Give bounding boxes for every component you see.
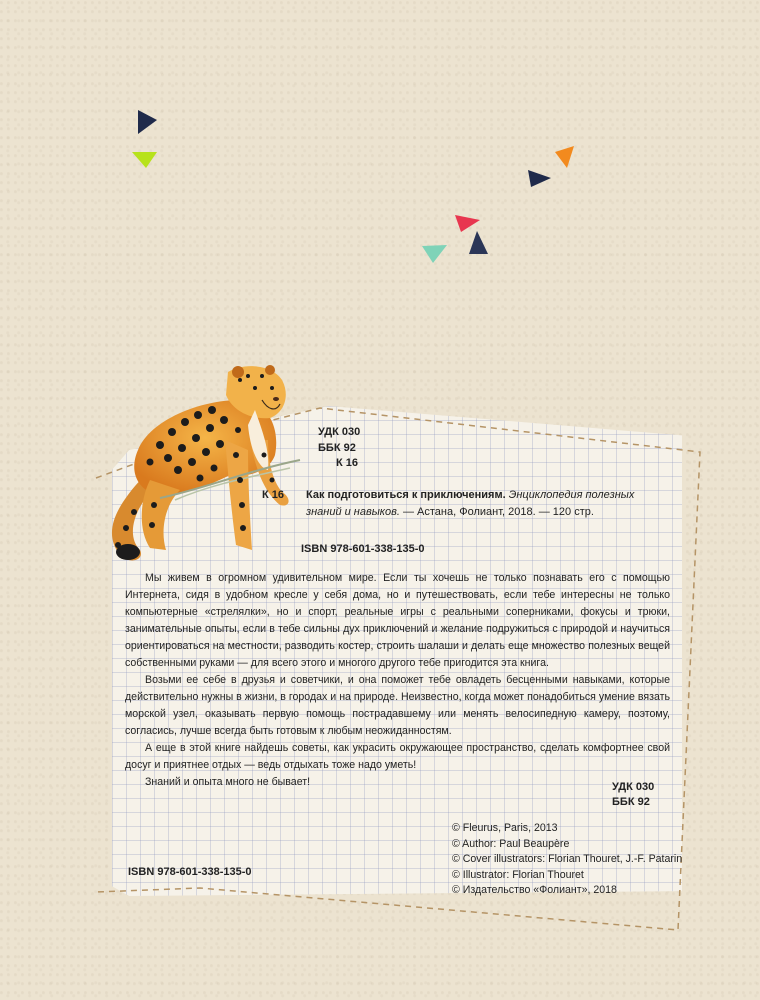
bbk-code: ББК 92: [318, 442, 356, 454]
copyright-line: © Cover illustrators: Florian Thouret, J.-F. Patarin: [452, 853, 683, 865]
author-mark: К 16: [336, 457, 359, 469]
footer-udk: УДК 030: [612, 781, 655, 793]
udk-code: УДК 030: [318, 426, 361, 438]
book-imprint: — Астана, Фолиант, 2018. — 120 стр.: [402, 505, 594, 518]
bibliographic-entry: [306, 487, 670, 520]
book-title: Как подготовиться к приключениям.: [306, 489, 506, 501]
isbn-bottom: ISBN 978-601-338-135-0: [128, 866, 252, 878]
copyright-line: © Издательство «Фолиант», 2018: [452, 884, 617, 896]
paragraph-4: Знаний и опыта много не бывает!: [145, 776, 311, 788]
paragraph-3: А еще в этой книге найдешь советы, как украсить окружающее пространство, сделать комфортнее свой досуг и приятнее отдых — ведь отдыхать тоже надо уметь!: [125, 742, 670, 771]
annotation-text: [125, 570, 670, 791]
entry-mark: К 16: [262, 489, 285, 501]
footer-bbk: ББК 92: [612, 796, 650, 808]
isbn-top: ISBN 978-601-338-135-0: [301, 543, 425, 555]
paragraph-1: Мы живем в огромном удивительном мире. Если ты хочешь не только познавать его с помощью Интернета, сидя в удобном кресле у себя дома, но и путешествовать, если тебе интересны не только компьютерные «стрелялки», но и спорт, реальные игры с реальными соперниками, фокусы и трюки, занимательные опыты, если в тебе сильны дух приключений и желание подружиться с природой и научиться ориентироваться на местности, разводить костер, строить шалаши и делать еще множество полезных вещей собственными руками — для всего этого и многого другого тебе пригодится эта книга.: [125, 572, 670, 669]
book-subtitle: Энциклопедия полезных знаний и навыков.: [306, 489, 635, 518]
copyright-line: © Illustrator: Florian Thouret: [452, 868, 584, 881]
paragraph-2: Возьми ее себе в друзья и советчики, и она поможет тебе овладеть бесценными навыками, которые действительно нужны в жизни, в городах и на природе. Неизвестно, когда может понадобиться умение вязать морской узел, оказывать первую помощь пострадавшему или менять велосипедную камеру, поэтому, согласись, лучше всегда быть готовым к любым неожиданностям.: [125, 674, 670, 737]
copyright-block: [452, 821, 682, 899]
copyright-line: © Fleurus, Paris, 2013: [452, 822, 558, 834]
copyright-line: © Author: Paul Beaupère: [452, 837, 570, 850]
